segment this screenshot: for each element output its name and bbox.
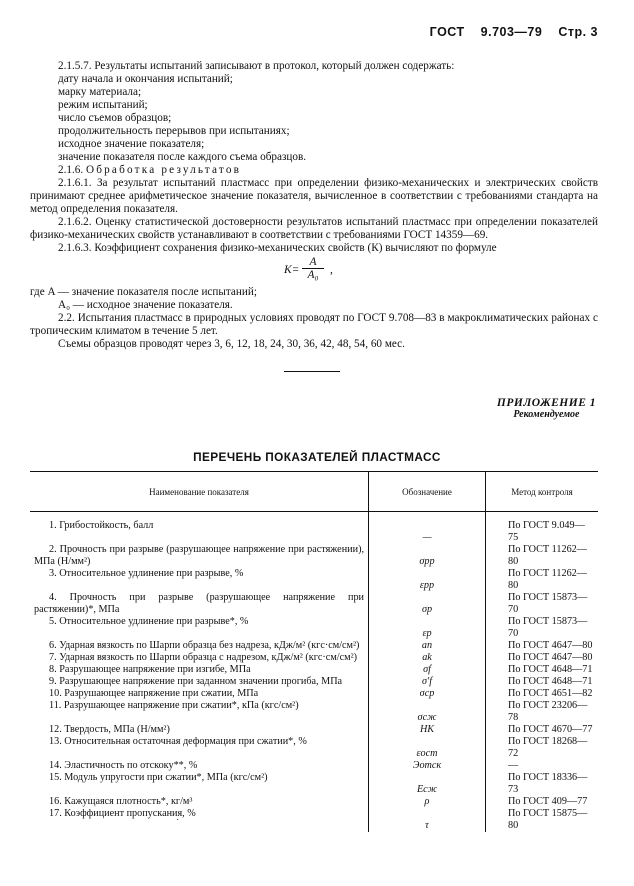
row-name: [30, 700, 369, 724]
table-row: [30, 616, 598, 640]
row-name: [30, 616, 369, 640]
row-number: 16.: [49, 796, 62, 807]
row-number: 6.: [49, 640, 57, 651]
row-name-text: Грибостойкость, балл: [59, 520, 154, 531]
row-symbol: σсж: [369, 700, 486, 724]
row-name-text: Прочность при разрыве (разрушающее напряжение при растяжении), МПа (Н/мм²): [34, 544, 365, 567]
protocol-item: исходное значение показателя;: [58, 138, 205, 150]
protocol-item: режим испытаний;: [58, 99, 148, 111]
row-method: По ГОСТ 409—77: [486, 796, 599, 808]
formula-lhs: K=: [284, 264, 300, 276]
row-method: —: [486, 760, 599, 772]
protocol-item: продолжительность перерывов при испытаниях;: [58, 125, 290, 137]
row-name: [30, 796, 369, 808]
row-symbol: ρ: [369, 796, 486, 808]
row-number: 2.: [49, 544, 57, 555]
table-row: [30, 796, 598, 808]
formula-fraction: [302, 256, 324, 281]
row-name-text: Прочность при разрыве (разрушающее напряжение при растяжении)*, МПа: [34, 592, 364, 615]
row-name: [30, 544, 369, 568]
where-a: где A — значение показателя после испытаний;: [30, 286, 257, 298]
header-page: Стр. 3: [558, 25, 598, 39]
row-name-text: Ударная вязкость по Шарпи образца с надрезом, кДж/м² (кгс·см/см²): [59, 652, 358, 663]
row-number: 4.: [49, 592, 57, 603]
row-name: [30, 568, 369, 592]
row-method: По ГОСТ 4647—80: [486, 652, 599, 664]
row-name-text: Разрушающее напряжение при заданном значении прогиба, МПа: [59, 676, 343, 687]
appendix-subtitle: Рекомендуемое: [513, 409, 580, 420]
row-symbol: —: [369, 512, 486, 545]
row-name-text: Модуль упругости при сжатии*, МПа (кгс/см²): [64, 772, 268, 783]
row-method: По ГОСТ 18268—72: [486, 736, 599, 760]
row-number: 7.: [49, 652, 57, 663]
table-row: [30, 724, 598, 736]
table-row: [30, 592, 598, 616]
row-number: 5.: [49, 616, 57, 627]
section-title: Обработка результатов: [85, 164, 242, 176]
table-row: [30, 688, 598, 700]
row-symbol: σ′f: [369, 676, 486, 688]
row-name-text: Твердость, МПа (Н/мм²): [64, 724, 170, 735]
table-row: [30, 676, 598, 688]
protocol-item: число съемов образцов;: [58, 112, 172, 124]
row-number: 12.: [49, 724, 62, 735]
row-method: По ГОСТ 4648—71: [486, 676, 599, 688]
section-heading-216: [30, 164, 598, 177]
formula-denominator: A₀: [307, 269, 319, 281]
row-method: По ГОСТ 15873—70: [486, 616, 599, 640]
table-row: [30, 652, 598, 664]
row-name-text: Относительное удлинение при разрыве*, %: [59, 616, 249, 627]
row-symbol: Есж: [369, 772, 486, 796]
row-number: 8.: [49, 664, 57, 675]
row-symbol: σрр: [369, 544, 486, 568]
row-name-text: Эластичность по отскоку**, %: [64, 760, 198, 771]
row-number: 17.: [49, 808, 62, 819]
row-method: По ГОСТ 15875—80: [486, 808, 599, 832]
page-header: [430, 25, 598, 39]
separator-line: [284, 371, 340, 372]
row-method: По ГОСТ 4648—71: [486, 664, 599, 676]
appendix-title: ПРИЛОЖЕНИЕ 1: [496, 397, 596, 409]
protocol-item: значение показателя после каждого съема образцов.: [58, 151, 307, 163]
row-number: 3.: [49, 568, 57, 579]
row-method: По ГОСТ 4651—82: [486, 688, 599, 700]
row-name: [30, 760, 369, 772]
footer-mark: ˙: [176, 818, 180, 829]
table-row: [30, 736, 598, 760]
header-number: 9.703—79: [480, 25, 543, 39]
row-name-text: Относительное удлинение при разрыве, %: [59, 568, 244, 579]
row-symbol: εост: [369, 736, 486, 760]
row-symbol: σр: [369, 592, 486, 616]
row-name-text: Разрушающее напряжение при сжатии, МПа: [64, 688, 259, 699]
row-number: 9.: [49, 676, 57, 687]
row-number: 13.: [49, 736, 62, 747]
header-standard: ГОСТ: [429, 25, 465, 39]
row-name: [30, 652, 369, 664]
row-name: [30, 676, 369, 688]
row-name: [30, 664, 369, 676]
formula-k: [284, 258, 598, 284]
row-method: По ГОСТ 4647—80: [486, 640, 599, 652]
row-name: [30, 772, 369, 796]
row-symbol: Эотск: [369, 760, 486, 772]
row-number: 15.: [49, 772, 62, 783]
row-symbol: σср: [369, 688, 486, 700]
table-row: [30, 760, 598, 772]
row-name: [30, 688, 369, 700]
formula-numerator: A: [302, 256, 324, 269]
paragraph-22: 2.2. Испытания пластмасс в природных условиях проводят по ГОСТ 9.708—83 в макроклиматических районах с тропическим климатом в течение 5 лет.: [30, 312, 598, 337]
row-name-text: Разрушающее напряжение при сжатии*, кПа (кгс/см²): [63, 700, 299, 711]
row-symbol: τ: [369, 808, 486, 832]
row-method: По ГОСТ 15873—70: [486, 592, 599, 616]
header-symbol: Обозначение: [369, 472, 486, 512]
row-symbol: εр: [369, 616, 486, 640]
table-row: [30, 700, 598, 724]
paragraph-2157: 2.1.5.7. Результаты испытаний записывают в протокол, который должен содержать:: [58, 60, 455, 72]
row-method: По ГОСТ 9.049—75: [486, 512, 599, 545]
paragraph-2162: 2.1.6.2. Оценку статистической достоверности результатов испытаний пластмасс при определении показателей физико-механических свойств устанавливают в соответствии с требованиями ГОСТ 14359—69.: [30, 216, 598, 241]
paragraph-2161: 2.1.6.1. За результат испытаний пластмасс при определении физико-механических и электрических свойств принимают среднее арифметическое значение показателя, вычисленное в соответствии с требованиями стандарта на метод определения показателя.: [30, 177, 598, 215]
row-name: [30, 724, 369, 736]
table-row: [30, 664, 598, 676]
table-body: [30, 512, 598, 833]
row-symbol: σf: [369, 664, 486, 676]
row-number: 11.: [49, 700, 62, 711]
properties-table: [30, 471, 598, 832]
table-row: [30, 772, 598, 796]
row-symbol: aп: [369, 640, 486, 652]
table-row: [30, 808, 598, 832]
protocol-item: марку материала;: [58, 86, 142, 98]
row-name: [30, 808, 369, 832]
row-name: [30, 512, 369, 545]
formula-comma: ,: [330, 264, 333, 276]
table-title: ПЕРЕЧЕНЬ ПОКАЗАТЕЛЕЙ ПЛАСТМАСС: [193, 450, 441, 464]
header-name: Наименование показателя: [30, 472, 369, 512]
row-name: [30, 640, 369, 652]
row-method: По ГОСТ 11262—80: [486, 568, 599, 592]
row-symbol: НК: [369, 724, 486, 736]
row-number: 1.: [49, 520, 57, 531]
row-number: 10.: [49, 688, 62, 699]
body-text: [30, 60, 598, 351]
row-name-text: Кажущаяся плотность*, кг/м³: [64, 796, 193, 807]
where-a0: A₀ — исходное значение показателя.: [58, 299, 233, 311]
row-method: По ГОСТ 18336—73: [486, 772, 599, 796]
row-name-text: Ударная вязкость по Шарпи образца без надреза, кДж/м² (кгс·см/см²): [59, 640, 360, 651]
row-symbol: ak: [369, 652, 486, 664]
row-symbol: εрр: [369, 568, 486, 592]
section-number: 2.1.6.: [58, 164, 84, 176]
paragraph-2163: 2.1.6.3. Коэффициент сохранения физико-механических свойств (К) вычисляют по формуле: [58, 242, 497, 254]
row-name-text: Коэффициент пропускания, %: [64, 808, 196, 819]
row-method: По ГОСТ 4670—77: [486, 724, 599, 736]
row-number: 14.: [49, 760, 62, 771]
table-row: [30, 544, 598, 568]
table-row: [30, 640, 598, 652]
row-method: По ГОСТ 11262—80: [486, 544, 599, 568]
header-method: Метод контроля: [486, 472, 599, 512]
row-method: По ГОСТ 23206—78: [486, 700, 599, 724]
row-name: [30, 592, 369, 616]
row-name-text: Относительная остаточная деформация при сжатии*, %: [64, 736, 307, 747]
table-header-row: [30, 472, 598, 512]
row-name-text: Разрушающее напряжение при изгибе, МПа: [59, 664, 251, 675]
appendix-label: [497, 397, 596, 420]
paragraph-22b: Съемы образцов проводят через 3, 6, 12, 18, 24, 30, 36, 42, 48, 54, 60 мес.: [58, 338, 405, 350]
table-row: [30, 568, 598, 592]
row-name: [30, 736, 369, 760]
table-row: [30, 512, 598, 545]
protocol-item: дату начала и окончания испытаний;: [58, 73, 233, 85]
